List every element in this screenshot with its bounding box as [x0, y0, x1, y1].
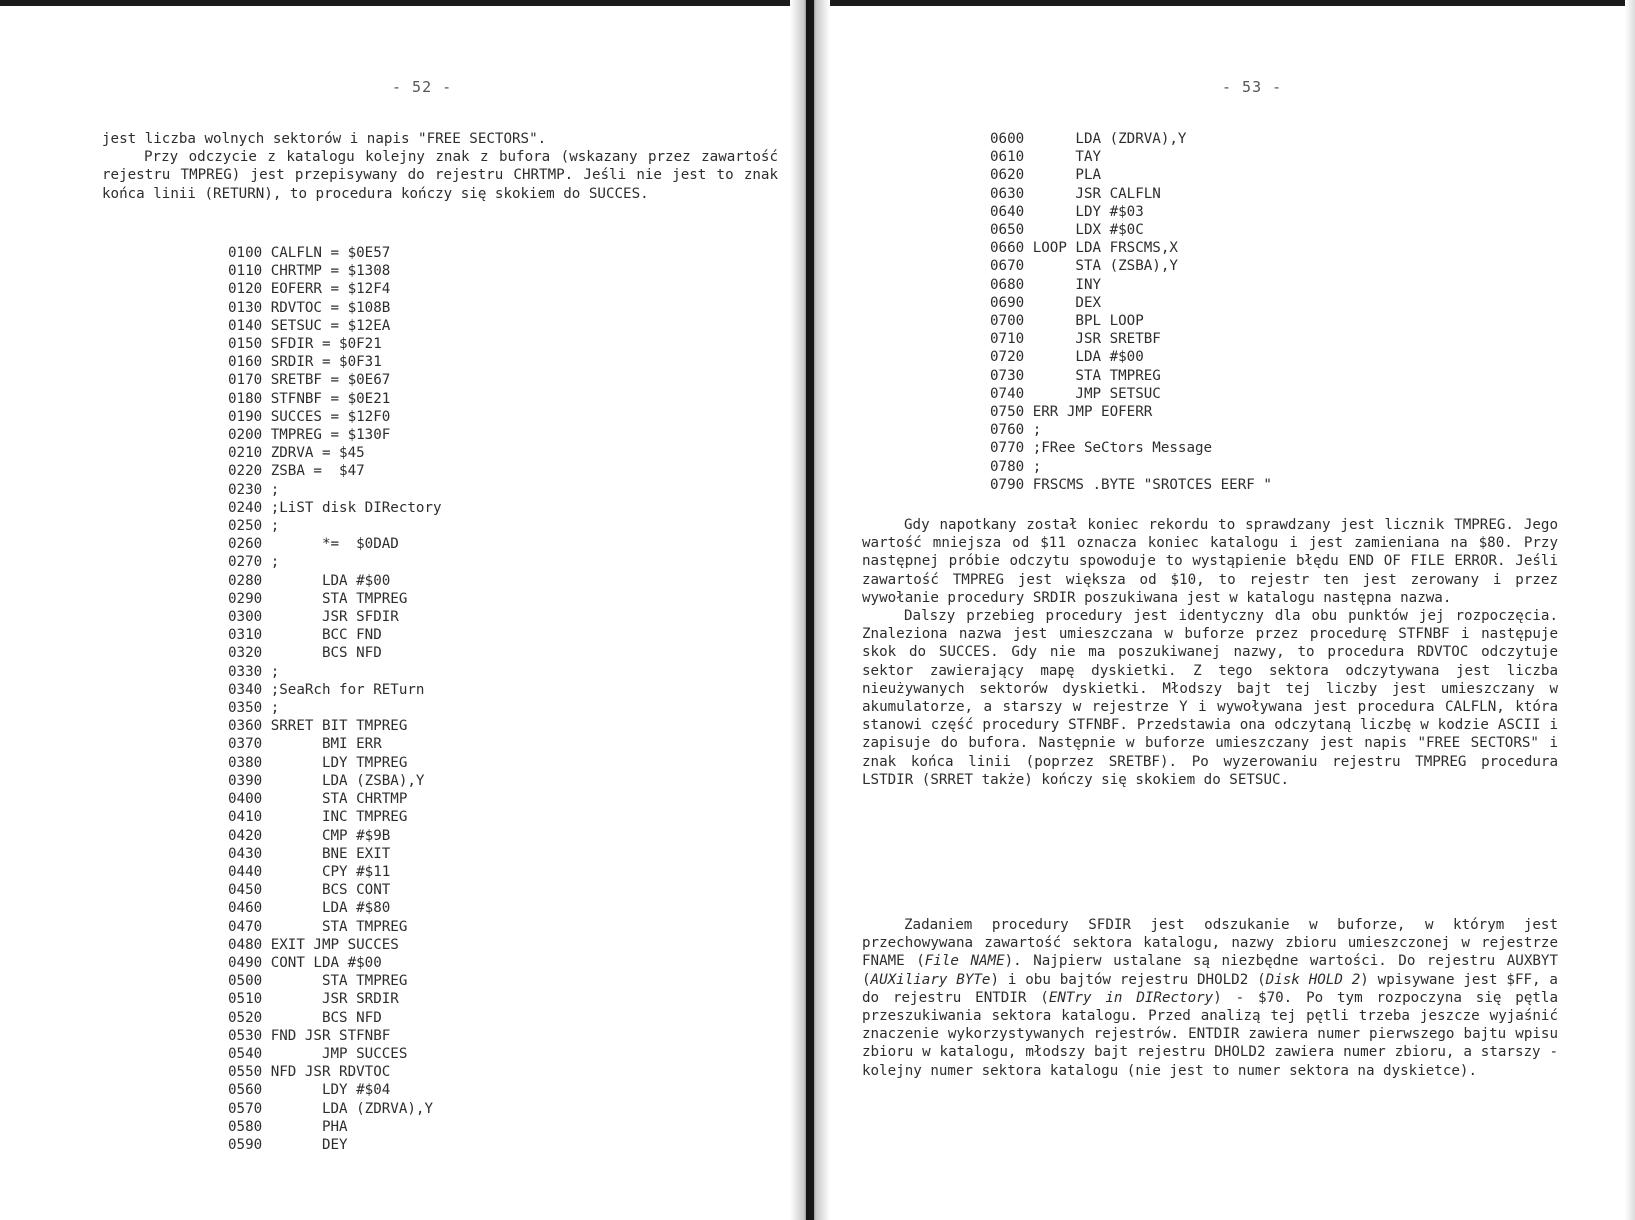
code-line: 0590 DEY [228, 1136, 348, 1153]
code-line: 0170 SRETBF = $0E67 [228, 372, 391, 389]
code-line: 0580 PHA [228, 1118, 348, 1135]
code-line: 0330 ; [228, 663, 280, 680]
code-line: 0260 *= $0DAD [228, 536, 399, 553]
code-line: 0630 JSR CALFLN [990, 185, 1161, 202]
text-run-italic: Disk HOLD 2 [1265, 971, 1361, 988]
code-line: 0110 CHRTMP = $1308 [228, 263, 391, 280]
code-line: 0470 STA TMPREG [228, 918, 408, 935]
code-line: 0510 JSR SRDIR [228, 991, 399, 1008]
code-line: 0200 TMPREG = $130F [228, 427, 391, 444]
page-edge [1625, 0, 1635, 1220]
code-line: 0190 SUCCES = $12F0 [228, 408, 391, 425]
explanation-text [862, 516, 1558, 789]
text-run-italic: ENTry in DIRectory [1048, 989, 1214, 1006]
code-line: 0690 DEX [990, 294, 1102, 311]
code-line: 0700 BPL LOOP [990, 313, 1144, 330]
code-line: 0220 ZSBA = $47 [228, 463, 365, 480]
paragraph: Gdy napotkany został koniec rekordu to sprawdzany jest licznik TMPREG. Jego wartość mniejsza od $11 oznacza koniec katalogu i jest zamieniana na $80. Przy następnej próbie odczytu spowoduje to wystąpienie błędu END OF FILE ERROR. Jeśli zawartość TMPREG jest większa od $10, to rejestr ten jest zerowany i przez wywołanie procedury SRDIR poszukiwana jest w katalogu następna nazwa. [862, 517, 1558, 606]
code-line: 0380 LDY TMPREG [228, 754, 408, 771]
text-run-italic: File NAME [924, 953, 1005, 970]
code-line: 0550 NFD JSR RDVTOC [228, 1064, 391, 1081]
code-line: 0740 JMP SETSUC [990, 385, 1161, 402]
code-line: 0500 STA TMPREG [228, 973, 408, 990]
code-line: 0490 CONT LDA #$00 [228, 954, 382, 971]
code-line: 0780 ; [990, 458, 1042, 475]
code-line: 0160 SRDIR = $0F31 [228, 354, 382, 371]
code-line: 0250 ; [228, 518, 280, 535]
code-line: 0290 STA TMPREG [228, 590, 408, 607]
code-line: 0180 STFNBF = $0E21 [228, 390, 391, 407]
code-line: 0350 ; [228, 700, 280, 717]
paragraph: jest liczba wolnych sektorów i napis "FREE SECTORS". [102, 131, 547, 147]
code-line: 0100 CALFLN = $0E57 [228, 245, 391, 261]
page-number: - 53 - [1222, 78, 1283, 96]
code-line: 0270 ; [228, 554, 280, 571]
code-line: 0660 LOOP LDA FRSCMS,X [990, 240, 1178, 257]
code-line: 0570 LDA (ZDRVA),Y [228, 1100, 433, 1117]
code-line: 0540 JMP SUCCES [228, 1045, 408, 1062]
code-line: 0130 RDVTOC = $108B [228, 299, 391, 316]
code-line: 0310 BCC FND [228, 627, 382, 644]
paragraph: Dalszy przebieg procedury jest identyczny dla obu punktów jej rozpoczęcia. Znaleziona nazwa jest umieszczana w buforze przez procedurę STFNBF i następuje skok do SUCCES. Gdy nie ma poszukiwanej nazwy, to procedura RDVTOC odczytuje sektor zawierający mapę dyskietki. Z tego sektora odczytywana jest liczba nieużywanych sektorów dyskietki. Młodszy bajt tej liczby jest umieszczany w akumulatorze, a starszy w rejestrze Y i wywoływana jest procedura CALFLN, która stanowi część procedury STFNBF. Przedstawia ona odczytaną liczbę w kodzie ASCII i zapisuje do bufora. Następnie w buforze umieszczany jest napis "FREE SECTORS" i znak końca linii (poprzez SRETBF). Po wyzerowaniu rejestru TMPREG procedura LSTDIR (SRRET także) kończy się skokiem do SETSUC. [862, 608, 1558, 788]
code-line: 0420 CMP #$9B [228, 827, 391, 844]
code-line: 0300 JSR SFDIR [228, 609, 399, 626]
code-line: 0460 LDA #$80 [228, 900, 391, 917]
code-line: 0450 BCS CONT [228, 882, 391, 899]
code-line: 0140 SETSUC = $12EA [228, 317, 391, 334]
code-line: 0480 EXIT JMP SUCCES [228, 936, 399, 953]
code-line: 0230 ; [228, 481, 280, 498]
code-line: 0790 FRSCMS .BYTE "SROTCES EERF " [990, 476, 1272, 493]
sfdir-description [862, 916, 1558, 1080]
code-line: 0410 INC TMPREG [228, 809, 408, 826]
code-line: 0670 STA (ZSBA),Y [990, 258, 1178, 275]
text-run: ). Najpierw ustalane są niezbędne wartości. Do rejestru AUXBYT ( [862, 953, 1558, 988]
text-run-italic: AUXiliary BYTe [870, 971, 991, 988]
code-line: 0730 STA TMPREG [990, 367, 1161, 384]
code-line: 0640 LDY #$03 [990, 203, 1144, 220]
code-line: 0770 ;FRee SeCtors Message [990, 440, 1213, 457]
code-line: 0600 LDA (ZDRVA),Y [990, 131, 1187, 147]
code-line: 0400 STA CHRTMP [228, 791, 408, 808]
code-line: 0650 LDX #$0C [990, 222, 1144, 239]
right-page [822, 6, 1635, 1220]
text-run: ) i obu bajtów rejestru DHOLD2 ( [990, 971, 1266, 988]
code-line: 0720 LDA #$00 [990, 349, 1144, 366]
intro-text [102, 130, 778, 203]
code-listing [228, 244, 442, 1154]
code-line: 0760 ; [990, 422, 1042, 439]
code-line: 0390 LDA (ZSBA),Y [228, 772, 425, 789]
code-line: 0370 BMI ERR [228, 736, 382, 753]
code-line: 0280 LDA #$00 [228, 572, 391, 589]
text-run: ) wpisywane jest $FF, a do rejestru ENTDIR ( [862, 971, 1558, 1006]
code-line: 0440 CPY #$11 [228, 863, 391, 880]
code-line: 0610 TAY [990, 149, 1102, 166]
code-line: 0560 LDY #$04 [228, 1082, 391, 1099]
code-line: 0520 BCS NFD [228, 1009, 382, 1026]
code-line: 0340 ;SeaRch for RETurn [228, 681, 425, 698]
code-line: 0210 ZDRVA = $45 [228, 445, 365, 462]
page-number: - 52 - [392, 78, 453, 96]
code-line: 0150 SFDIR = $0F21 [228, 336, 382, 353]
code-listing [990, 130, 1272, 494]
paragraph: Przy odczycie z katalogu kolejny znak z bufora (wskazany przez zawartość rejestru TMPREG) jest przepisywany do rejestru CHRTMP. Jeśli nie jest to znak końca linii (RETURN), to procedura kończy się skokiem do SUCCES. [102, 149, 778, 202]
code-line: 0240 ;LiST disk DIRectory [228, 499, 442, 516]
code-line: 0680 INY [990, 276, 1102, 293]
code-line: 0320 BCS NFD [228, 645, 382, 662]
left-page [0, 6, 808, 1220]
code-line: 0750 ERR JMP EOFERR [990, 404, 1153, 421]
text-run: ) - $70. Po tym rozpoczyna się pętla przeszukiwania sektora katalogu. Przed analizą tej pętli trzeba jeszcze wyjaśnić znaczenie wykorzystywanych rejestrów. ENTDIR zawiera numer pierwszego bajtu wpisu zbioru w katalogu, młodszy bajt rejestru DHOLD2 zawiera numer zbioru, a starszy - kolejny numer sektora katalogu (nie jest to numer sektora na dyskietce). [862, 989, 1558, 1079]
text-run: Zadaniem procedury SFDIR jest odszukanie w buforze, w którym jest przechowywana zawartość sektora katalogu, nazwy zbioru umieszczonej w rejestrze FNAME ( [862, 917, 1558, 970]
code-line: 0620 PLA [990, 167, 1102, 184]
code-line: 0120 EOFERR = $12F4 [228, 281, 391, 298]
code-line: 0710 JSR SRETBF [990, 331, 1161, 348]
book-gutter [790, 0, 830, 1220]
code-line: 0530 FND JSR STFNBF [228, 1027, 391, 1044]
paragraph [862, 916, 1558, 1080]
code-line: 0430 BNE EXIT [228, 845, 391, 862]
gutter-shadow [806, 0, 814, 1220]
code-line: 0360 SRRET BIT TMPREG [228, 718, 408, 735]
